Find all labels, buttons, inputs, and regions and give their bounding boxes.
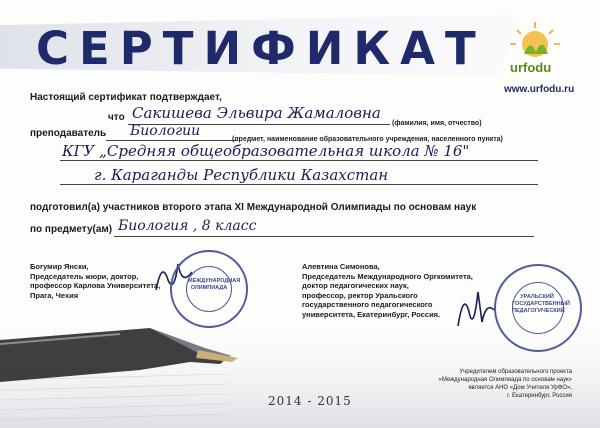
right-signatory-line6: университета, Екатеринбург, Россия. (302, 309, 441, 319)
founder-note-line4: г. Екатеринбург, Россия (507, 393, 572, 399)
chto-label: что (108, 112, 125, 123)
school-underline-1 (60, 160, 538, 161)
prepared-text: подготовил(а) участников второго этапа XI Международной Олимпиады по основам наук (30, 202, 477, 213)
certificate-title: СЕРТИФИКАТ (36, 22, 486, 75)
left-signatory-line2: Председатель жюри, доктор, (30, 271, 139, 281)
left-signatory (30, 262, 160, 300)
subject-underline (106, 140, 238, 141)
right-signatory-name: Алевтина Симонова, (302, 262, 380, 271)
student-name: Сакишева Эльвира Жамаловна (132, 104, 381, 122)
intro-text: Настоящий сертификат подтверждает, (30, 92, 222, 103)
subject-value-underline (114, 236, 534, 237)
right-signatory-line4: профессор, ректор Уральского (302, 290, 418, 300)
left-signatory-line3: профессор Карлова Университета, (30, 281, 161, 290)
founder-note-line2: «Международная Олимпиада по основам наук» (438, 377, 572, 383)
left-seal-stamp: МЕЖДУНАРОДНАЯ ОЛИМПИАДА (170, 250, 248, 328)
subject-label: по предмету(ам) (30, 224, 113, 235)
founder-note-line1: Учредителем образовательного проекта (459, 369, 572, 375)
right-signatory-line2: Председатель Международного Оргкомитета, (302, 271, 473, 281)
website-link[interactable]: www.urfodu.ru (504, 84, 575, 95)
founder-note (439, 368, 573, 400)
right-seal-stamp: УРАЛЬСКИЙ ГОСУДАРСТВЕННЫЙ ПЕДАГОГИЧЕСКИЙ (494, 264, 582, 352)
left-signatory-name: Богумир Янски, (30, 262, 89, 271)
right-signatory-line3: доктор педагогических наук, (302, 281, 409, 290)
right-signatory-line5: государственного педагогического (302, 300, 433, 309)
left-signatory-line4: Прага, Чехия (30, 290, 79, 300)
subject-value: Биология , 8 класс (118, 218, 257, 234)
academic-years: 2014 - 2015 (268, 394, 352, 408)
logo-text: urfodu (510, 60, 552, 75)
name-hint: (фамилия, имя, отчество) (392, 120, 482, 127)
teacher-label: преподаватель (30, 128, 107, 139)
school-line-2: г. Караганды Республики Казахстан (94, 166, 389, 184)
school-underline-2 (60, 184, 538, 185)
subject-hint: (предмет, наименование образовательного учреждения, населенного пункта) (232, 136, 503, 143)
teacher-subject: Биологии (130, 123, 201, 139)
school-line-1: КГУ „Средняя общеобразовательная школа № 16" (62, 142, 470, 160)
founder-note-line3: является АНО «Дом Учителя УрФО», (468, 385, 572, 391)
right-signature-icon (448, 282, 498, 334)
